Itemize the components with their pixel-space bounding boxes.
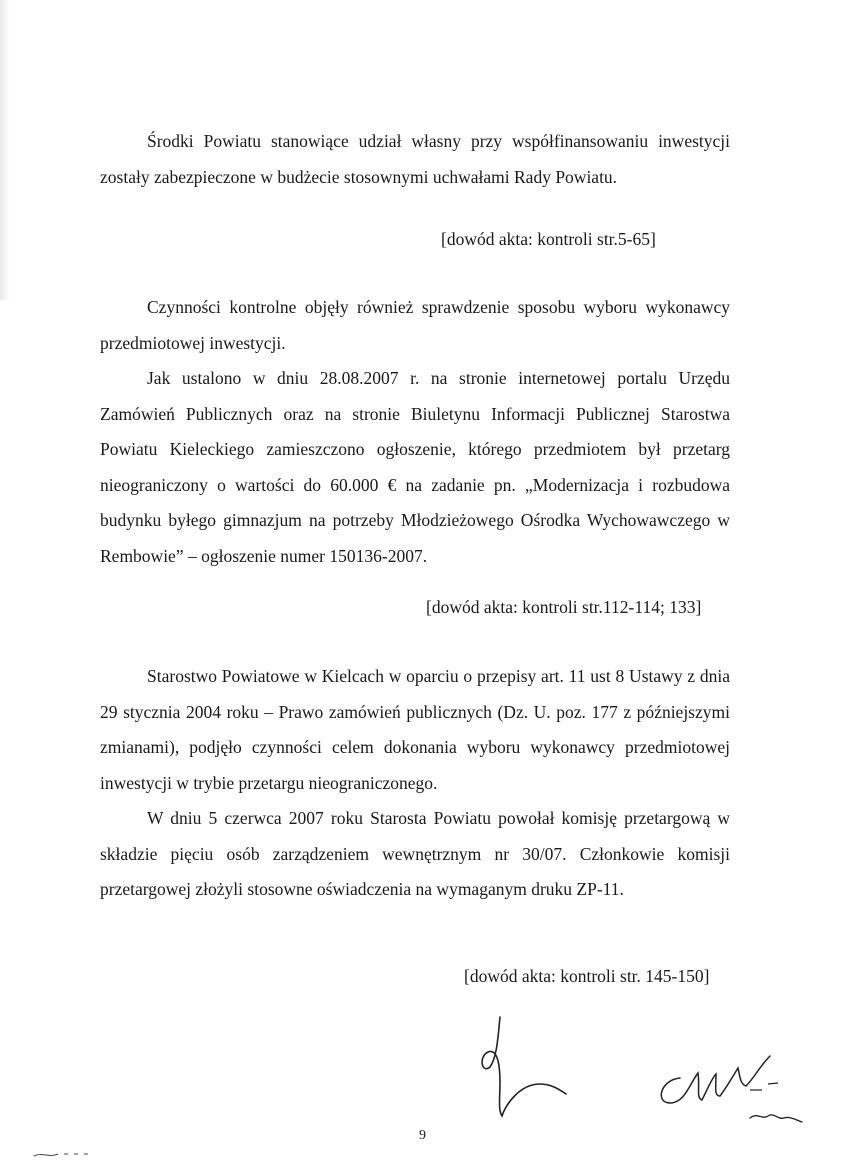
paragraph: Czynności kontrolne objęły również sprawdzenie sposobu wyboru wykonawcy przedmiotowej inwestycji. <box>100 297 730 353</box>
section-1 <box>100 124 730 195</box>
paragraph: Środki Powiatu stanowiące udział własny przy współfinansowaniu inwestycji zostały zabezpieczone w budżecie stosownymi uchwałami Rady Powiatu. <box>100 131 730 187</box>
scan-shadow <box>0 0 10 300</box>
paragraph: Jak ustalono w dniu 28.08.2007 r. na stronie internetowej portalu Urzędu Zamówień Publicznych oraz na stronie Biuletynu Informacji Publicznej Starostwa Powiatu Kieleckiego zamieszczono ogłoszenie, którego przedmiotem był przetarg nieograniczony o wartości do 60.000 € na zadanie pn. „Modernizacja i rozbudowa budynku byłego gimnazjum na potrzeby Młodzieżowego Ośrodka Wychowawczego w Rembowie” – ogłoszenie numer 150136-2007. <box>100 368 730 566</box>
paragraph: Starostwo Powiatowe w Kielcach w oparciu o przepisy art. 11 ust 8 Ustawy z dnia 29 stycznia 2004 roku – Prawo zamówień publicznych (Dz. U. poz. 177 z późniejszymi zmianami), podjęło czynności celem dokonania wyboru wykonawcy przedmiotowej inwestycji w trybie przetargu nieograniczonego. <box>100 666 730 793</box>
page-number: 9 <box>419 1128 426 1143</box>
evidence-reference: [dowód akta: kontroli str. 145-150] <box>464 966 710 986</box>
evidence-reference: [dowód akta: kontroli str.112-114; 133] <box>426 597 702 617</box>
signature-left <box>470 1012 580 1122</box>
margin-scribble <box>30 1142 100 1162</box>
section-3 <box>100 659 730 908</box>
section-2 <box>100 290 730 574</box>
evidence-reference: [dowód akta: kontroli str.5-65] <box>441 229 656 249</box>
signature-right <box>650 1048 810 1138</box>
paragraph: W dniu 5 czerwca 2007 roku Starosta Powiatu powołał komisję przetargową w składzie pięciu osób zarządzeniem wewnętrznym nr 30/07. Członkowie komisji przetargowej złożyli stosowne oświadczenia na wymaganym druku ZP-11. <box>100 808 730 899</box>
